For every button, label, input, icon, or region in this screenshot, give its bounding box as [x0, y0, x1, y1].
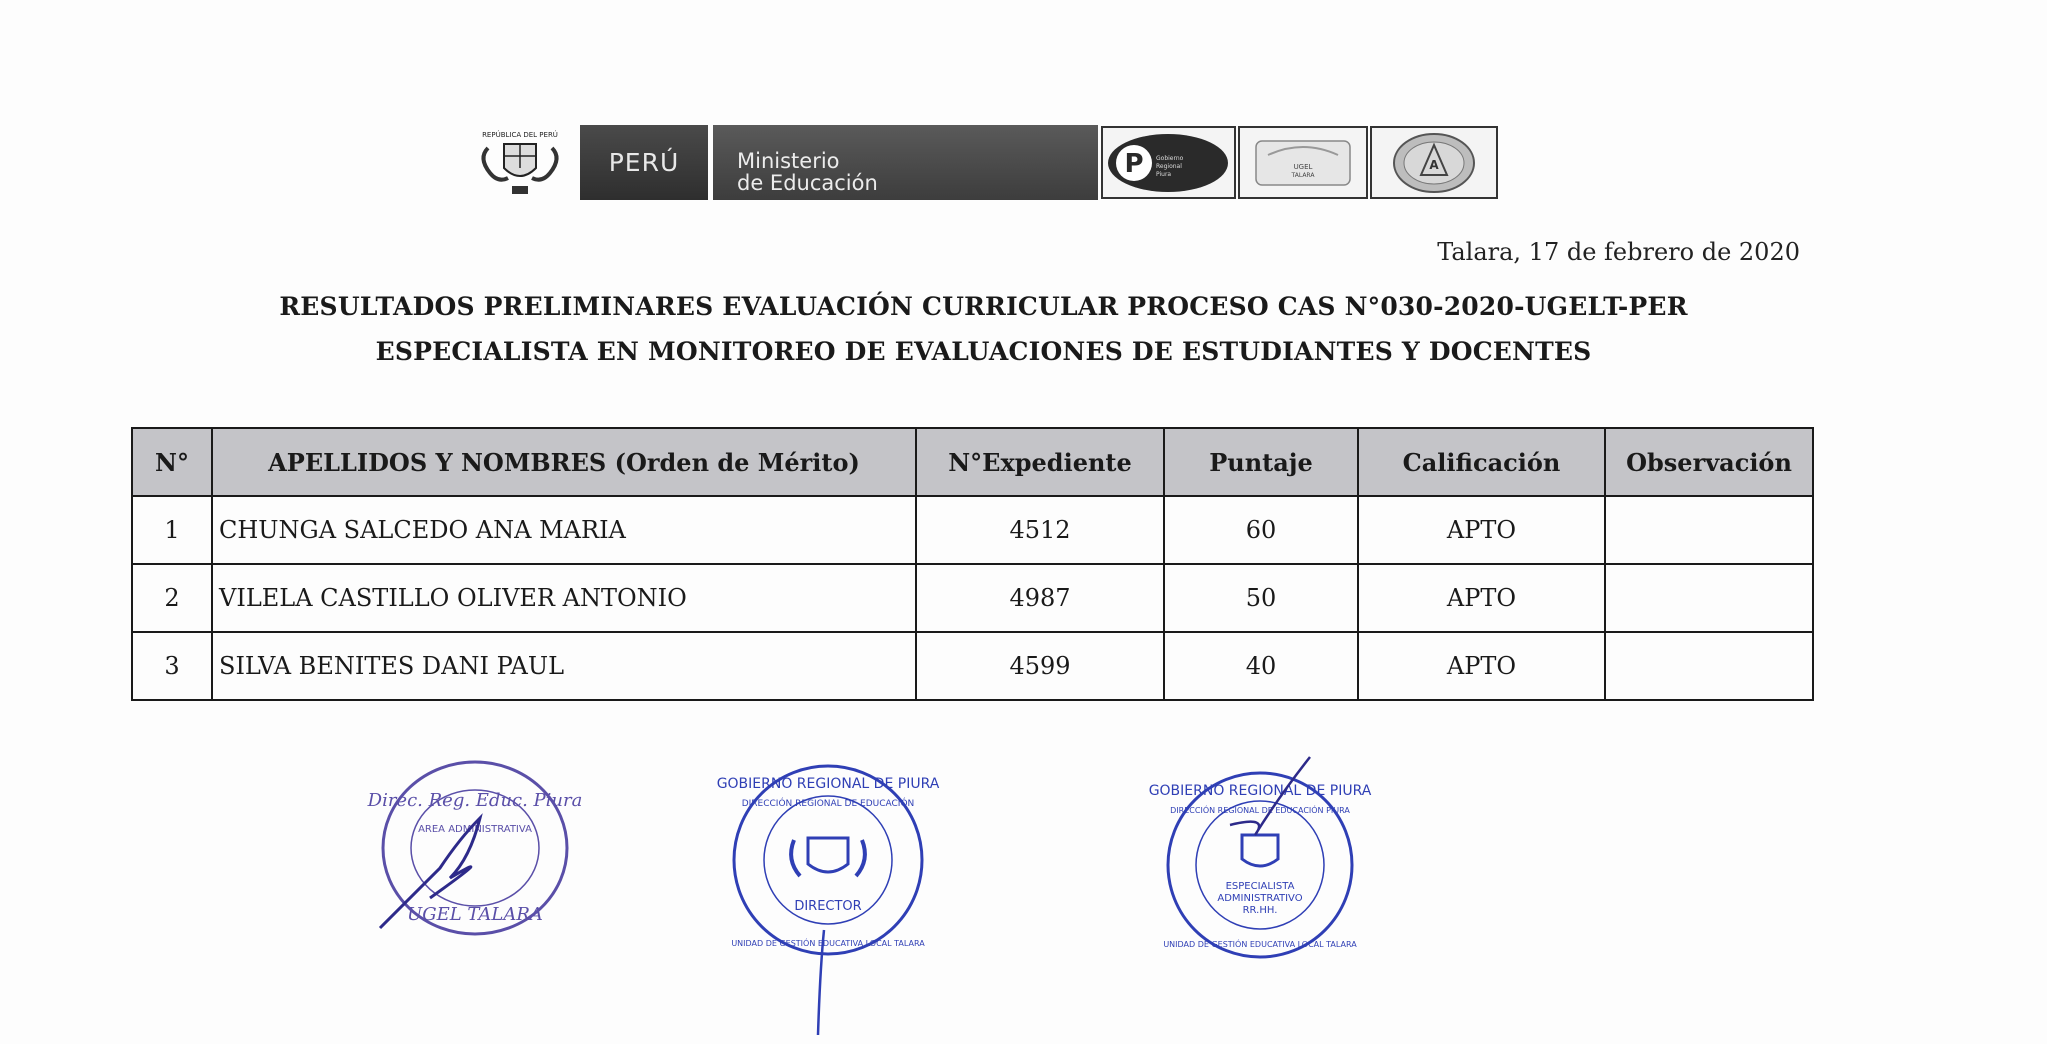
header-calificacion: Calificación [1358, 428, 1605, 496]
row-observacion [1605, 496, 1813, 564]
ministry-line1: Ministerio [737, 149, 840, 173]
header-number: N° [132, 428, 212, 496]
row-puntaje: 60 [1164, 496, 1358, 564]
svg-text:A: A [1429, 157, 1439, 172]
table-row [132, 564, 1813, 632]
row-number: 1 [132, 496, 212, 564]
svg-text:Direc. Reg. Educ. Piura: Direc. Reg. Educ. Piura [367, 790, 583, 811]
svg-text:ESPECIALISTA: ESPECIALISTA [1225, 881, 1295, 892]
row-number: 3 [132, 632, 212, 700]
document-title: RESULTADOS PRELIMINARES EVALUACIÓN CURRICULAR PROCESO CAS N°030-2020-UGELT-PER [279, 292, 1688, 321]
svg-text:UGEL: UGEL [1293, 162, 1313, 171]
rrhh-stamp [1148, 755, 1372, 979]
row-expediente: 4987 [916, 564, 1164, 632]
row-observacion [1605, 632, 1813, 700]
row-name: CHUNGA SALCEDO ANA MARIA [212, 496, 916, 564]
peru-label: PERÚ [580, 125, 708, 200]
svg-text:DIRECTOR: DIRECTOR [794, 899, 862, 914]
gobierno-regional-logo [1101, 126, 1236, 199]
row-expediente: 4512 [916, 496, 1164, 564]
table-row [132, 632, 1813, 700]
svg-text:Regional: Regional [1156, 162, 1182, 170]
svg-text:ADMINISTRATIVO: ADMINISTRATIVO [1217, 893, 1303, 904]
row-calificacion: APTO [1358, 564, 1605, 632]
coat-of-arms-logo [468, 128, 572, 198]
header-expediente: N°Expediente [916, 428, 1164, 496]
ministry-label [713, 125, 1098, 200]
svg-text:GOBIERNO REGIONAL DE PIURA: GOBIERNO REGIONAL DE PIURA [1148, 783, 1372, 799]
svg-text:UNIDAD DE GESTIÓN EDUCATIVA LO: UNIDAD DE GESTIÓN EDUCATIVA LOCAL TALARA [1163, 940, 1357, 949]
header-names: APELLIDOS Y NOMBRES (Orden de Mérito) [212, 428, 916, 496]
row-puntaje: 50 [1164, 564, 1358, 632]
svg-text:DIRECCIÓN REGIONAL DE EDUCACIÓ: DIRECCIÓN REGIONAL DE EDUCACIÓN [741, 799, 915, 809]
svg-text:GOBIERNO REGIONAL DE PIURA: GOBIERNO REGIONAL DE PIURA [716, 776, 940, 792]
header-puntaje: Puntaje [1164, 428, 1358, 496]
svg-text:P: P [1124, 148, 1144, 179]
svg-text:Gobierno: Gobierno [1156, 154, 1184, 162]
svg-text:REPÚBLICA DEL PERÚ: REPÚBLICA DEL PERÚ [482, 131, 558, 139]
results-table [131, 427, 1814, 701]
table-row [132, 496, 1813, 564]
header-observacion: Observación [1605, 428, 1813, 496]
row-name: VILELA CASTILLO OLIVER ANTONIO [212, 564, 916, 632]
document-subtitle: ESPECIALISTA EN MONITOREO DE EVALUACIONES DE ESTUDIANTES Y DOCENTES [375, 337, 1592, 366]
institution-seal-logo [1370, 126, 1498, 199]
document-date: Talara, 17 de febrero de 2020 [1437, 238, 1800, 266]
ugel-logo [1238, 126, 1368, 199]
table-header-row [132, 428, 1813, 496]
svg-text:UNIDAD DE GESTIÓN EDUCATIVA LO: UNIDAD DE GESTIÓN EDUCATIVA LOCAL TALARA [731, 939, 925, 948]
svg-text:AREA ADMINISTRATIVA: AREA ADMINISTRATIVA [418, 824, 532, 835]
svg-text:DIRECCIÓN REGIONAL DE EDUCACIÓ: DIRECCIÓN REGIONAL DE EDUCACIÓN PIURA [1170, 806, 1350, 815]
row-calificacion: APTO [1358, 496, 1605, 564]
svg-text:UGEL TALARA: UGEL TALARA [407, 904, 543, 925]
svg-text:RR.HH.: RR.HH. [1242, 905, 1278, 916]
row-expediente: 4599 [916, 632, 1164, 700]
row-number: 2 [132, 564, 212, 632]
row-calificacion: APTO [1358, 632, 1605, 700]
ministry-line2: de Educación [737, 171, 878, 195]
director-stamp [716, 760, 940, 1044]
row-name: SILVA BENITES DANI PAUL [212, 632, 916, 700]
svg-text:Piura: Piura [1156, 170, 1172, 178]
ugel-talara-stamp [367, 748, 583, 952]
row-observacion [1605, 564, 1813, 632]
row-puntaje: 40 [1164, 632, 1358, 700]
svg-text:TALARA: TALARA [1291, 171, 1315, 179]
